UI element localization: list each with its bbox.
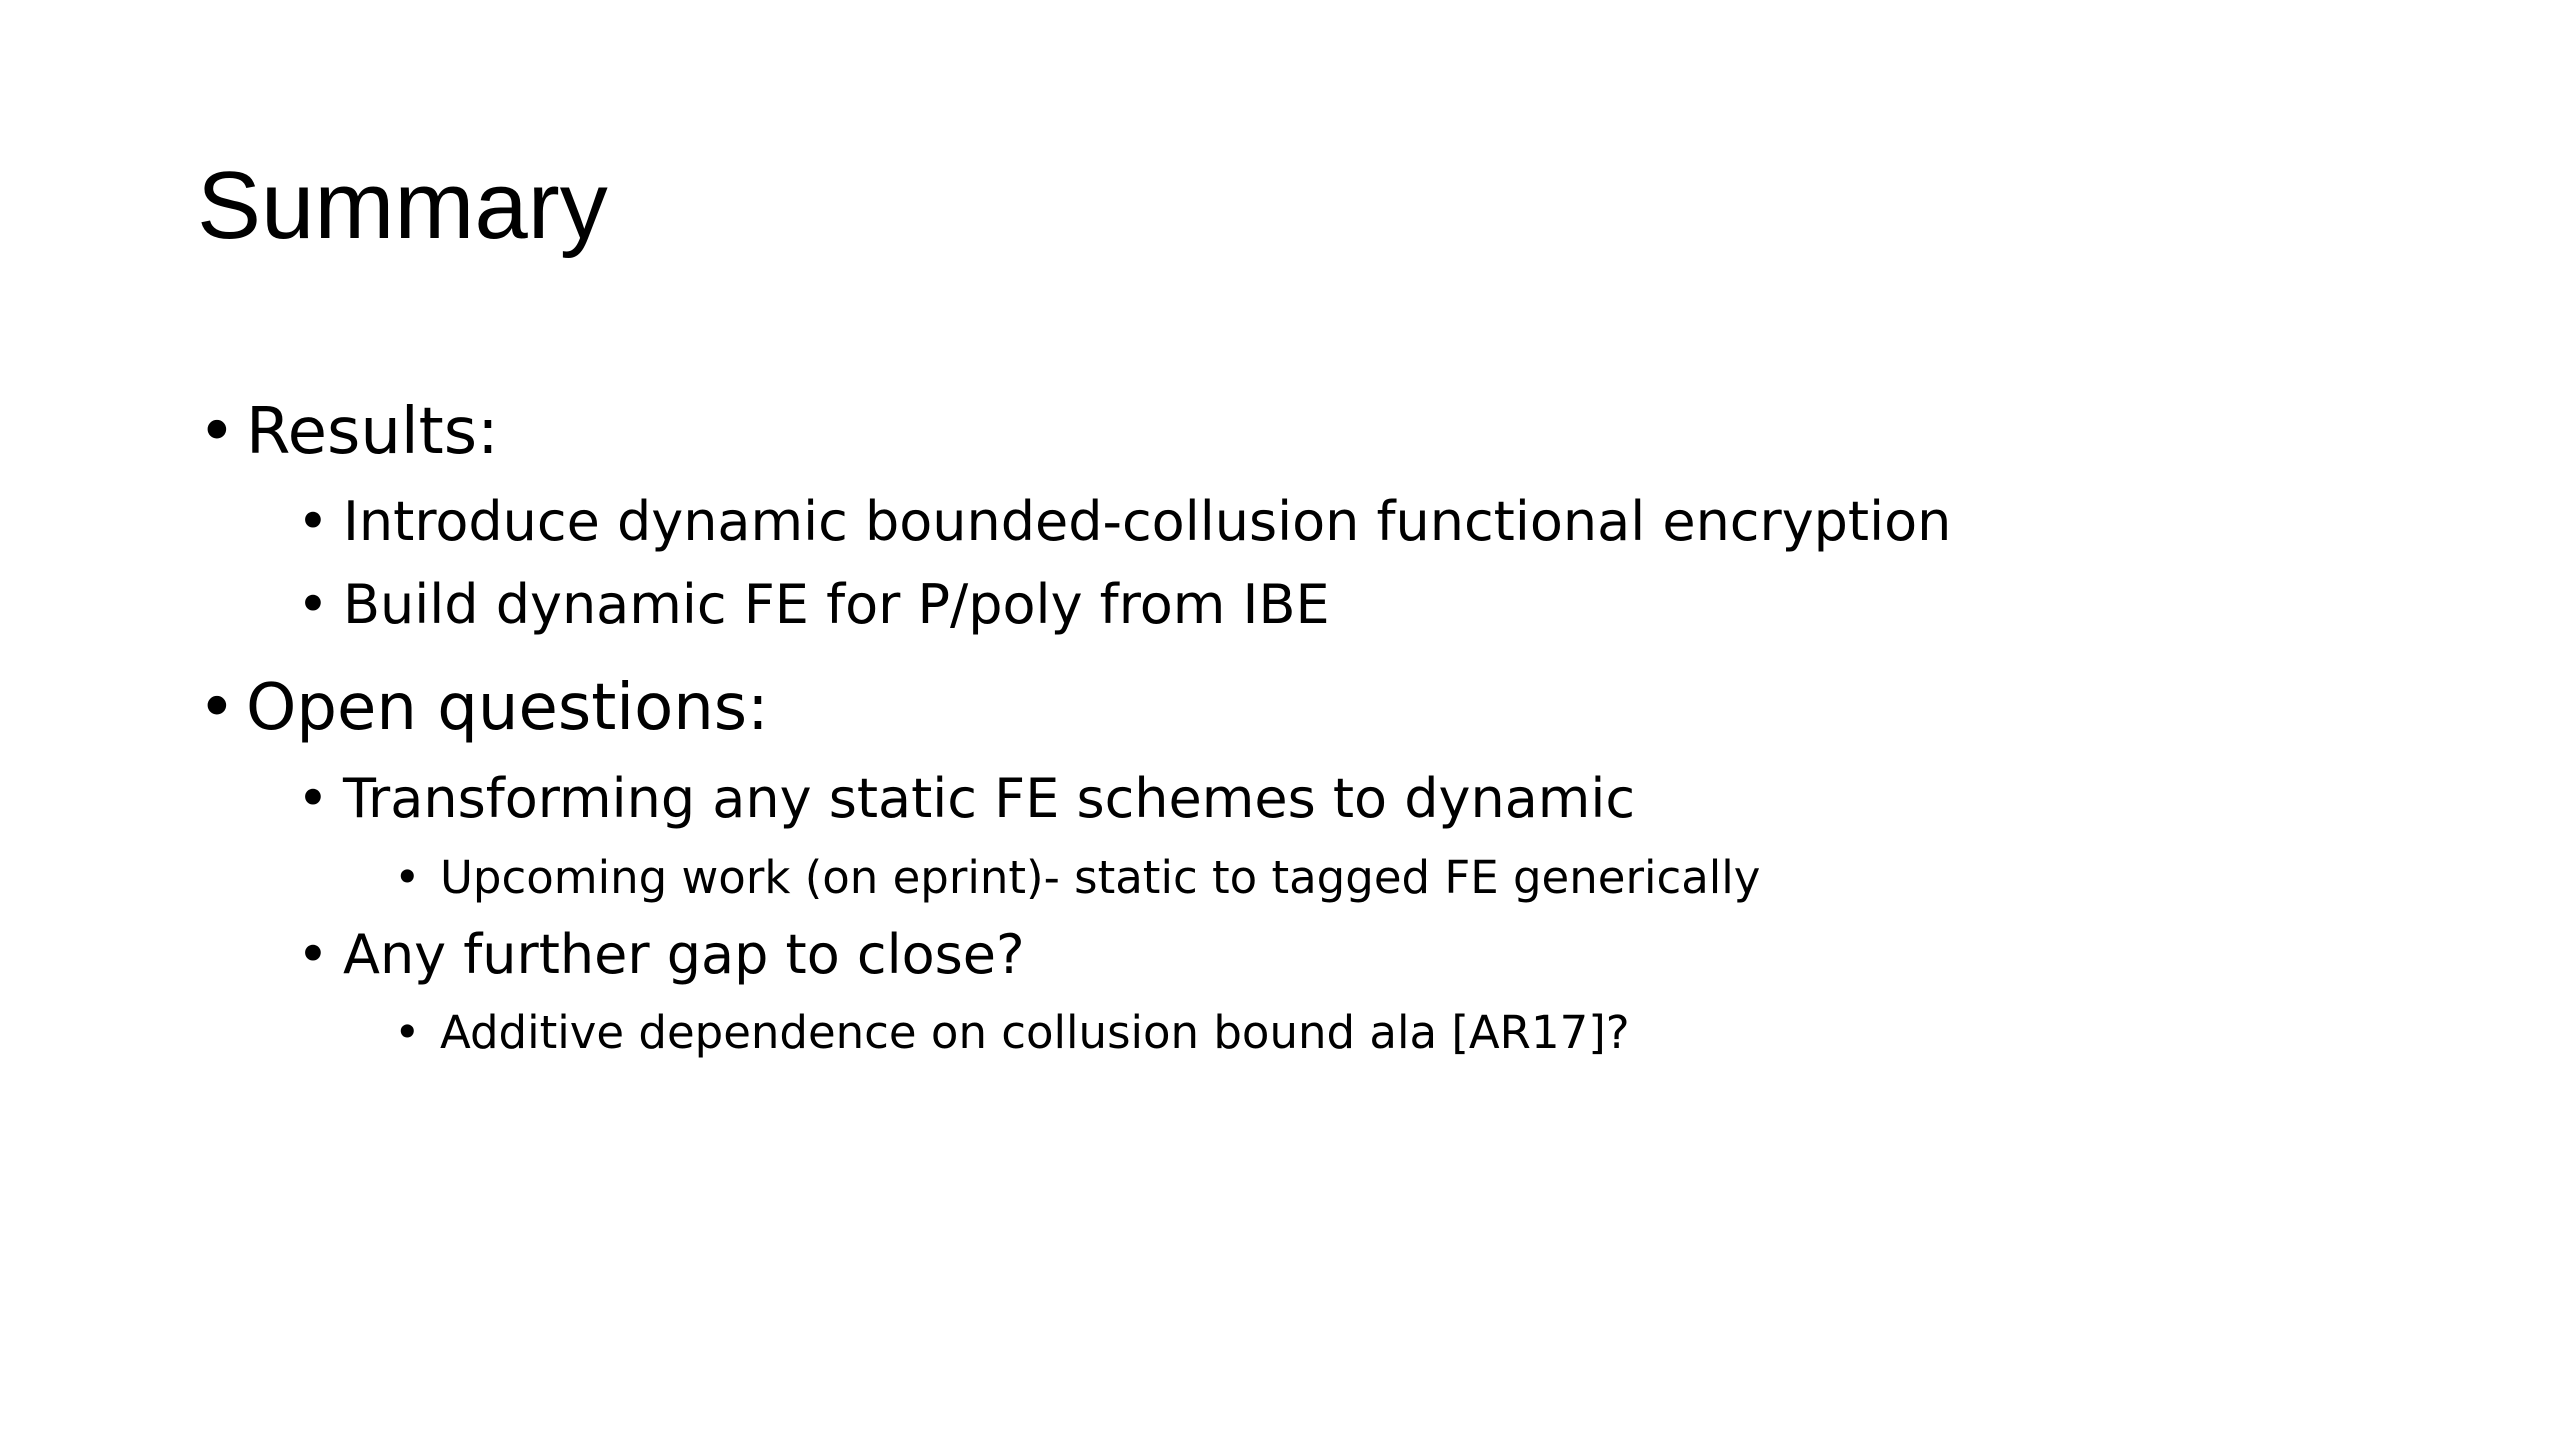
bullet-item-build [297, 573, 1330, 636]
bullet-icon: • [198, 671, 236, 745]
bullet-item-introduce [297, 490, 1952, 553]
bullet-icon: • [394, 1006, 421, 1059]
bullet-text: Results: [246, 395, 499, 469]
bullet-text: Transforming any static FE schemes to dynamic [343, 767, 1636, 830]
bullet-item-open-questions [198, 671, 769, 745]
bullet-text: Upcoming work (on eprint)- static to tagged FE generically [440, 851, 1761, 904]
bullet-icon: • [297, 573, 329, 636]
bullet-icon: • [394, 851, 421, 904]
bullet-item-upcoming-work [394, 851, 1761, 904]
bullet-icon: • [198, 395, 236, 469]
bullet-item-further-gap [297, 923, 1025, 986]
bullet-icon: • [297, 923, 329, 986]
bullet-item-results [198, 395, 499, 469]
slide-title: Summary [197, 152, 608, 259]
bullet-text: Open questions: [246, 671, 769, 745]
bullet-text: Build dynamic FE for P/poly from IBE [343, 573, 1330, 636]
bullet-item-additive-dependence [394, 1006, 1630, 1059]
bullet-item-transforming [297, 767, 1636, 830]
bullet-text: Introduce dynamic bounded-collusion functional encryption [343, 490, 1952, 553]
bullet-text: Any further gap to close? [343, 923, 1025, 986]
bullet-icon: • [297, 490, 329, 553]
bullet-icon: • [297, 767, 329, 830]
bullet-text: Additive dependence on collusion bound ala [AR17]? [440, 1006, 1630, 1059]
